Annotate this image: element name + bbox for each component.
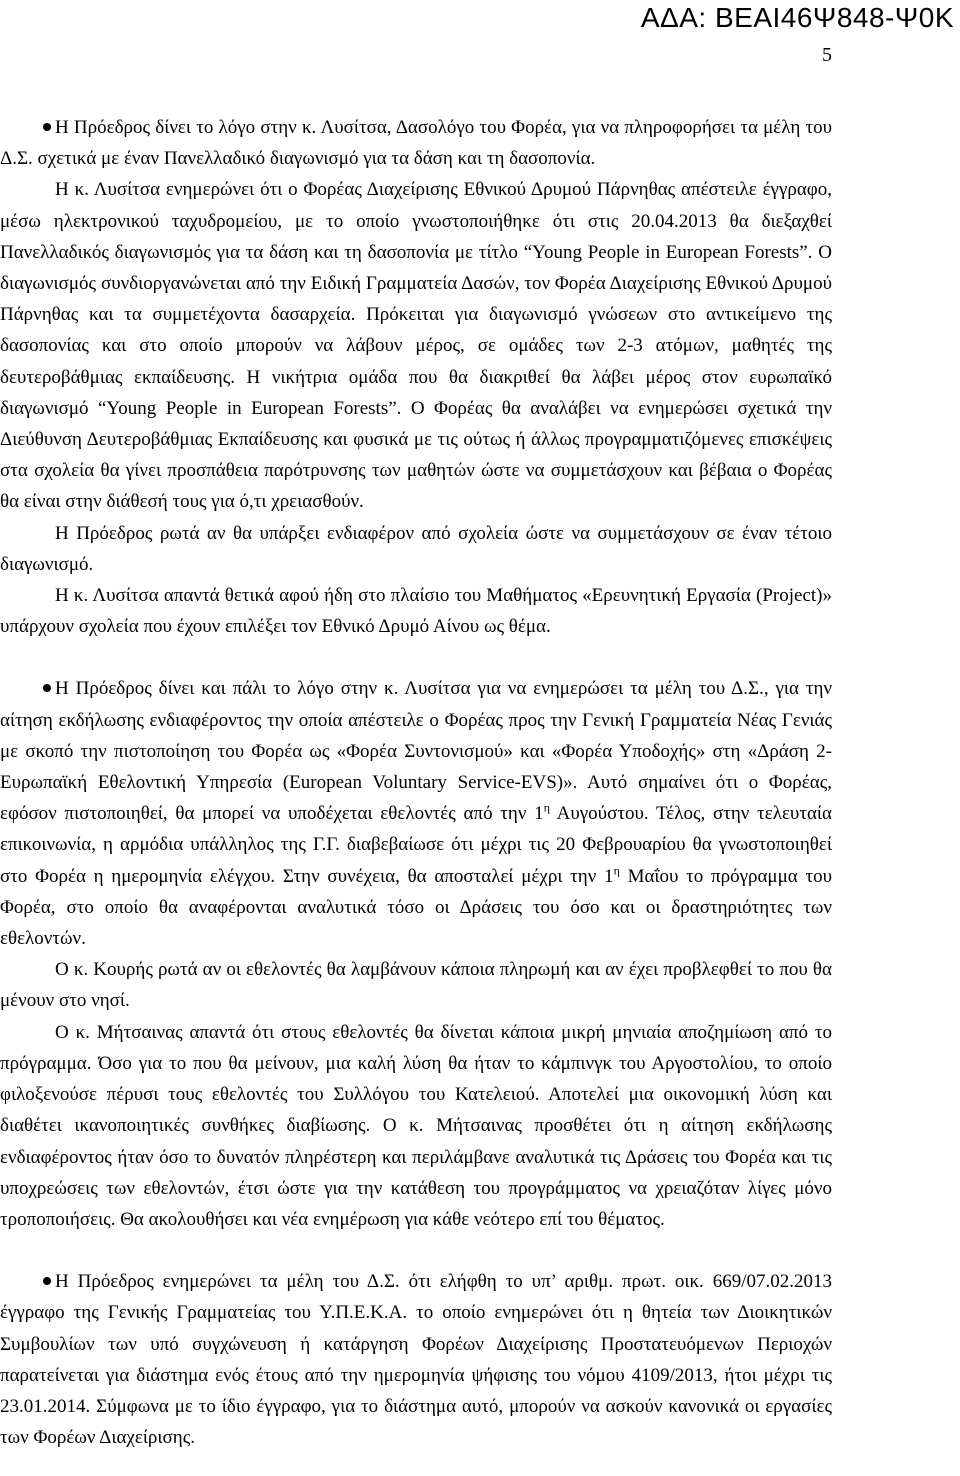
bullet-paragraph-evs <box>0 673 832 954</box>
bullet-paragraph-competition: Η Πρόεδρος δίνει το λόγο στην κ. Λυσίτσα, Δασολόγο του Φορέα, για να πληροφορήσει τα μέλη του Δ.Σ. σχετικά με έναν Πανελλαδικό διαγωνισμό για τα δάση και τη δασοπονία. <box>0 112 832 174</box>
bullet-paragraph-board-term: Η Πρόεδρος ενημερώνει τα μέλη του Δ.Σ. ότι ελήφθη το υπ’ αριθμ. πρωτ. οικ. 669/07.02.2013 έγγραφο της Γενικής Γραμματείας του Υ.Π.Ε.Κ.Α. το οποίο ενημερώνει ότι η θητεία των Διοικητικών Συμβουλίων των υπό συγχώνευση ή κατάργηση Φορέων Διαχείρισης Προστατευόμενων Περιοχών παρατείνεται για διάστημα ενός έτους από την ημερομηνία ψήφισης του νόμου 4109/2013, ήτοι μέχρι τις 23.01.2014. Σύμφωνα με το ίδιο έγγραφο, για το διάστημα αυτό, μπορούν να ασκούν κανονικά οι εργασίες των Φορέων Διαχείρισης. <box>0 1266 832 1453</box>
superscript: η <box>543 800 550 815</box>
evs-text-a: Η Πρόεδρος δίνει και πάλι το λόγο στην κ. Λυσίτσα για να ενημερώσει τα μέλη του Δ.Σ., για την αίτηση εκδήλωσης ενδιαφέροντος την οποία απέστειλε ο Φορέας προς την Γενική Γραμματεία Νέας Γενιάς με σκοπό την πιστοποίηση του Φορέα ως «Φορέα Συντονισμού» και «Φορέα Υποδοχής» στη «Δράση 2-Ευρωπαϊκή Εθελοντική Υπηρεσία (European Voluntary Service-EVS)». Αυτό σημαίνει ότι ο Φορέας, εφόσον πιστοποιηθεί, θα μπορεί να υποδέχεται εθελοντές από την 1 <box>0 678 832 825</box>
evs-text-b: Αυγούστου. Τέλος, στην τελευταία επικοινωνία, η αρμόδια υπάλληλος της Γ.Γ. διαβεβαίωσε ότι μέχρι τις 20 Φεβρουαρίου θα γνωστοποιηθεί στο Φορέα η ημερομηνία ελέγχου. Στην συνέχεια, θα αποσταλεί μέχρι την 1 <box>0 803 832 887</box>
paragraph-mitsainas-answer: Ο κ. Μήτσαινας απαντά ότι στους εθελοντές θα δίνεται κάποια μικρή μηνιαία αποζημίωση από το πρόγραμμα. Όσο για το που θα μείνουν, μια καλή λύση θα ήταν το κάμπινγκ του Αργοστολίου, το οποίο φιλοξενούσε πέρυσι τους εθελοντές του Συλλόγου του Κατελειού. Αποτελεί μια οικονομική λύση και διαθέτει ικανοποιητικές συνθήκες διαβίωσης. Ο κ. Μήτσαινας προσθέτει ότι η αίτηση εκδήλωσης ενδιαφέροντος ήταν όσο το δυνατόν πληρέστερη και περιλάμβανε αναλυτικά τις Δράσεις του Φορέα και τις υποχρεώσεις των εθελοντών, έτσι ώστε για την κατάθεση του προγράμματος να χρειαζόταν λίγες μόνο τροποποιήσεις. Θα ακολουθήσει και νέα ενημέρωση για κάθε νεότερο επί του θέματος. <box>0 1021 832 1230</box>
paragraph-competition-details: Η κ. Λυσίτσα ενημερώνει ότι ο Φορέας Διαχείρισης Εθνικού Δρυμού Πάρνηθας απέστειλε έγγραφο, μέσω ηλεκτρονικού ταχυδρομείου, με το οποίο γνωστοποιήθηκε ότι στις 20.04.2013 θα διεξαχθεί Πανελλαδικός διαγωνισμός για τα δάση και τη δασοπονία με τίτλο “Young People in European Forests”. Ο διαγωνισμός συνδιοργανώνεται από την Ειδική Γραμματεία Δασών, τον Φορέα Διαχείρισης Εθνικού Δρυμού Πάρνηθας και τα συμμετέχοντα δασαρχεία. Πρόκειται για διαγωνισμό γνώσεων στο αντικείμενο της δασοπονίας και στο οποίο μπορούν να λάβουν μέρος, σε ομάδες των 2-3 ατόμων, μαθητές της δευτεροβάθμιας εκπαίδευσης. Η νικήτρια ομάδα που θα διακριθεί θα λάβει μέρος στον ευρωπαϊκό διαγωνισμό “Young People in European Forests”. Ο Φορέας θα αναλάβει να ενημερώσει σχετικά την Διεύθυνση Δευτεροβάθμιας Εκπαίδευσης και φυσικά με τις ούτως ή άλλως προγραμματιζόμενες επισκέψεις στα σχολεία θα γίνει προσπάθεια παρότρυνσης των μαθητών ώστε να συμμετάσχουν και βέβαια ο Φορέας θα είναι στην διάθεσή τους για ό,τι χρειασθούν. <box>0 179 832 513</box>
ada-code: ΑΔΑ: ΒΕΑΙ46Ψ848-Ψ0Κ <box>640 2 954 33</box>
superscript: η <box>613 863 620 878</box>
paragraph-president-question: Η Πρόεδρος ρωτά αν θα υπάρξει ενδιαφέρον από σχολεία ώστε να συμμετάσχουν σε έναν τέτοιο διαγωνισμό. <box>0 522 832 575</box>
spacer <box>0 642 832 673</box>
paragraph-kouris-question: Ο κ. Κουρής ρωτά αν οι εθελοντές θα λαμβάνουν κάποια πληρωμή και αν έχει προβλεφθεί το που θα μένουν στο νησί. <box>0 959 832 1012</box>
spacer <box>0 1235 832 1266</box>
page-number: 5 <box>822 44 832 66</box>
paragraph-lysitsa-answer: Η κ. Λυσίτσα απαντά θετικά αφού ήδη στο πλαίσιο του Μαθήματος «Ερευνητική Εργασία (Project)» υπάρχουν σχολεία που έχουν επιλέξει τον Εθνικό Δρυμό Αίνου ως θέμα. <box>0 585 832 638</box>
document-body <box>0 112 832 1453</box>
evs-text-c: Μαΐου το πρόγραμμα του Φορέα, στο οποίο θα αναφέρονται αναλυτικά τόσο οι Δράσεις του όσο και οι δραστηριότητες των εθελοντών. <box>0 865 833 950</box>
